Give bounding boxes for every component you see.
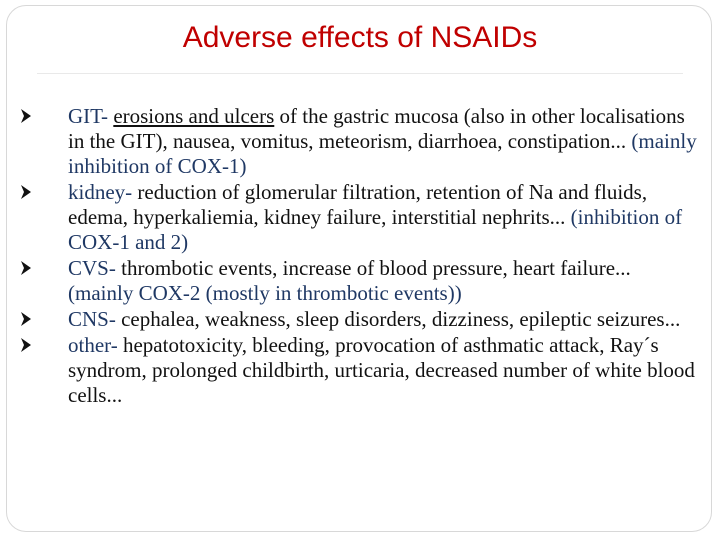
bullet-text: hepatotoxicity, bleeding, provocation of asthmatic attack, Ray´s syndrom, prolonged childbirth, urticaria, decreased number of white blood cells... xyxy=(68,333,695,407)
bullet-text: cephalea, weakness, sleep disorders, dizziness, epileptic seizures... xyxy=(115,307,681,331)
bullet-note: (mainly COX-2 (mostly in thrombotic events)) xyxy=(68,281,462,305)
arrow-bullet-icon xyxy=(20,108,32,124)
bullet-term: kidney- xyxy=(68,180,133,204)
bullet-item-cns xyxy=(20,307,700,332)
bullet-note: (inhibition of COX-1 and 2) xyxy=(68,205,683,254)
arrow-bullet-icon xyxy=(20,260,32,276)
bullet-text: reduction of glomerular filtration, retention of Na and fluids, edema, hyperkaliemia, kidney failure, interstitial nephrits... xyxy=(68,180,648,229)
bullet-item-git xyxy=(20,104,700,179)
bullet-term: CVS- xyxy=(68,256,116,280)
bullet-emphasis: erosions and ulcers xyxy=(113,104,275,128)
bullet-item-cvs xyxy=(20,256,700,306)
bullet-item-kidney xyxy=(20,180,700,255)
title-divider xyxy=(37,73,683,74)
bullet-list xyxy=(20,104,700,409)
bullet-item-other xyxy=(20,333,700,408)
slide-title: Adverse effects of NSAIDs xyxy=(182,21,538,54)
bullet-text: thrombotic events, increase of blood pressure, heart failure... xyxy=(115,256,631,280)
bullet-text: of the gastric mucosa (also in other localisations in the GIT), nausea, vomitus, meteorism, diarrhoea, constipation... xyxy=(68,104,685,153)
arrow-bullet-icon xyxy=(20,337,32,353)
arrow-bullet-icon xyxy=(20,184,32,200)
bullet-term: CNS- xyxy=(68,307,116,331)
arrow-bullet-icon xyxy=(20,311,32,327)
bullet-term: GIT- xyxy=(68,104,109,128)
bullet-note: (mainly inhibition of COX-1) xyxy=(68,129,697,178)
bullet-term: other- xyxy=(68,333,118,357)
